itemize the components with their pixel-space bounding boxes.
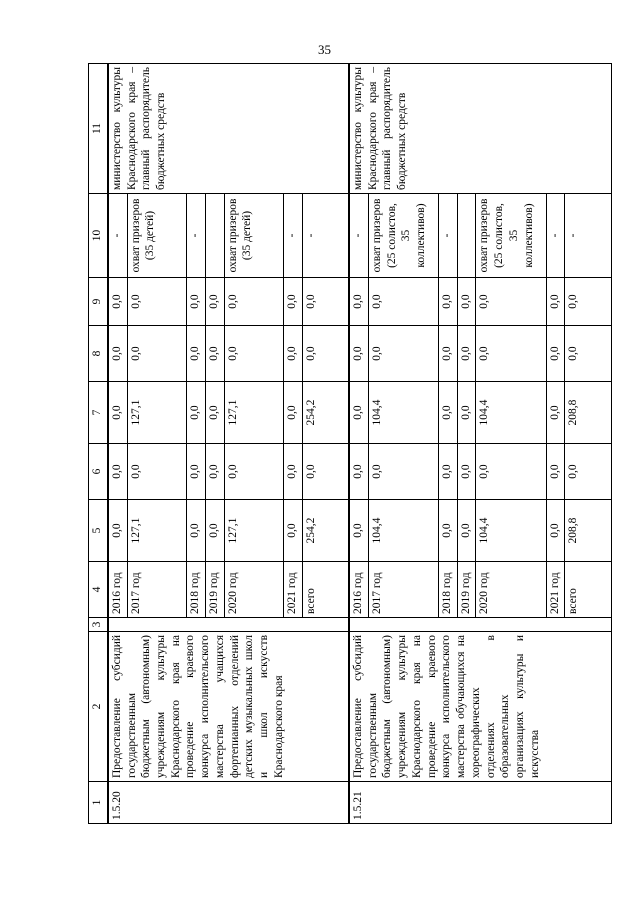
local-cell: 0,0	[284, 326, 303, 382]
table-row	[349, 64, 368, 824]
result-cell: -	[349, 194, 368, 278]
total-cell: 127,1	[224, 500, 283, 562]
other-cell: 0,0	[187, 278, 206, 326]
col-num: 6	[89, 444, 108, 500]
regional-cell: 104,4	[476, 382, 546, 444]
local-cell: 0,0	[224, 326, 283, 382]
result-cell: -	[565, 194, 612, 278]
col-num: 1	[89, 782, 108, 824]
col-num: 11	[89, 64, 108, 194]
year-cell: всего	[302, 562, 349, 618]
result-cell: -	[438, 194, 457, 278]
result-cell: -	[284, 194, 303, 278]
other-cell: 0,0	[284, 278, 303, 326]
result-cell: охват призеров (25 солистов, 35 коллективов)	[368, 194, 438, 278]
other-cell: 0,0	[108, 278, 127, 326]
federal-cell: 0,0	[438, 444, 457, 500]
other-cell: 0,0	[457, 278, 476, 326]
federal-cell: 0,0	[284, 444, 303, 500]
total-cell: 0,0	[108, 500, 127, 562]
col-num: 3	[89, 618, 108, 632]
section-block	[108, 64, 349, 824]
total-cell: 104,4	[368, 500, 438, 562]
total-cell: 0,0	[438, 500, 457, 562]
federal-cell: 0,0	[546, 444, 565, 500]
year-cell: 2018 год	[187, 562, 206, 618]
local-cell: 0,0	[302, 326, 349, 382]
regional-cell: 127,1	[224, 382, 283, 444]
other-cell: 0,0	[302, 278, 349, 326]
federal-cell: 0,0	[476, 444, 546, 500]
other-cell: 0,0	[565, 278, 612, 326]
regional-cell: 0,0	[349, 382, 368, 444]
empty-cell	[349, 618, 611, 632]
local-cell: 0,0	[205, 326, 224, 382]
year-cell: 2017 год	[368, 562, 438, 618]
local-cell: 0,0	[127, 326, 186, 382]
year-cell: всего	[565, 562, 612, 618]
local-cell: 0,0	[187, 326, 206, 382]
local-cell: 0,0	[368, 326, 438, 382]
other-cell: 0,0	[438, 278, 457, 326]
regional-cell: 0,0	[546, 382, 565, 444]
local-cell: 0,0	[349, 326, 368, 382]
total-cell: 0,0	[349, 500, 368, 562]
local-cell: 0,0	[457, 326, 476, 382]
result-cell: охват призеров (25 солистов, 35 коллективов)	[476, 194, 546, 278]
federal-cell: 0,0	[302, 444, 349, 500]
year-cell: 2016 год	[108, 562, 127, 618]
col-num: 4	[89, 562, 108, 618]
result-cell	[205, 194, 224, 278]
other-cell: 0,0	[546, 278, 565, 326]
other-cell: 0,0	[224, 278, 283, 326]
regional-cell: 0,0	[438, 382, 457, 444]
col-num: 2	[89, 632, 108, 782]
table-row	[108, 64, 127, 824]
col-num: 9	[89, 278, 108, 326]
section-block	[349, 64, 611, 824]
responsible-cell: министерство культуры Краснодарского края – главный распорядитель бюджетных средств	[349, 64, 611, 194]
year-cell: 2017 год	[127, 562, 186, 618]
result-cell: -	[302, 194, 349, 278]
total-cell: 0,0	[546, 500, 565, 562]
result-cell: -	[546, 194, 565, 278]
program-table	[88, 63, 612, 824]
federal-cell: 0,0	[457, 444, 476, 500]
local-cell: 0,0	[438, 326, 457, 382]
total-cell: 0,0	[457, 500, 476, 562]
federal-cell: 0,0	[187, 444, 206, 500]
regional-cell: 104,4	[368, 382, 438, 444]
year-cell: 2020 год	[476, 562, 546, 618]
regional-cell: 0,0	[284, 382, 303, 444]
federal-cell: 0,0	[224, 444, 283, 500]
other-cell: 0,0	[368, 278, 438, 326]
other-cell: 0,0	[205, 278, 224, 326]
responsible-cell: министерство культуры Краснодарского края – главный распорядитель бюджетных средств	[108, 64, 349, 194]
total-cell: 0,0	[205, 500, 224, 562]
result-cell	[457, 194, 476, 278]
year-cell: 2019 год	[205, 562, 224, 618]
year-cell: 2020 год	[224, 562, 283, 618]
regional-cell: 127,1	[127, 382, 186, 444]
regional-cell: 0,0	[108, 382, 127, 444]
regional-cell: 0,0	[187, 382, 206, 444]
total-cell: 208,8	[565, 500, 612, 562]
total-cell: 0,0	[187, 500, 206, 562]
local-cell: 0,0	[565, 326, 612, 382]
federal-cell: 0,0	[368, 444, 438, 500]
other-cell: 0,0	[127, 278, 186, 326]
section-number: 1.5.21	[349, 782, 611, 824]
column-numbers-row	[89, 64, 108, 824]
other-cell: 0,0	[349, 278, 368, 326]
col-num: 10	[89, 194, 108, 278]
page-number: 35	[318, 42, 331, 57]
col-num: 5	[89, 500, 108, 562]
total-cell: 127,1	[127, 500, 186, 562]
year-cell: 2016 год	[349, 562, 368, 618]
regional-cell: 0,0	[457, 382, 476, 444]
result-cell: охват призеров (35 детей)	[224, 194, 283, 278]
regional-cell: 254,2	[302, 382, 349, 444]
result-cell: -	[187, 194, 206, 278]
local-cell: 0,0	[546, 326, 565, 382]
year-cell: 2018 год	[438, 562, 457, 618]
year-cell: 2021 год	[546, 562, 565, 618]
other-cell: 0,0	[476, 278, 546, 326]
total-cell: 0,0	[284, 500, 303, 562]
total-cell: 104,4	[476, 500, 546, 562]
rotated-table-container	[88, 64, 612, 824]
empty-cell	[108, 618, 349, 632]
regional-cell: 0,0	[205, 382, 224, 444]
year-cell: 2019 год	[457, 562, 476, 618]
section-description: Предоставление субсидий государственным бюджетным (автономным) учреждениям культуры Краснодарского края на проведение краевого конкурса исполнительского мастерства обучающихся на хореографических отделениях в образовательных организациях культуры и искусства	[349, 632, 611, 782]
result-cell: охват призеров (35 детей)	[127, 194, 186, 278]
federal-cell: 0,0	[349, 444, 368, 500]
local-cell: 0,0	[108, 326, 127, 382]
total-cell: 254,2	[302, 500, 349, 562]
federal-cell: 0,0	[205, 444, 224, 500]
federal-cell: 0,0	[565, 444, 612, 500]
result-cell: -	[108, 194, 127, 278]
section-number: 1.5.20	[108, 782, 349, 824]
section-description: Предоставление субсидий государственным бюджетным (автономным) учреждениям культуры Краснодарского края на проведение краевого конкурса исполнительского мастерства учащихся фортепианных отделений детских музыкальных школ и школ искусств Краснодарского края	[108, 632, 349, 782]
federal-cell: 0,0	[108, 444, 127, 500]
year-cell: 2021 год	[284, 562, 303, 618]
regional-cell: 208,8	[565, 382, 612, 444]
col-num: 7	[89, 382, 108, 444]
col-num: 8	[89, 326, 108, 382]
federal-cell: 0,0	[127, 444, 186, 500]
local-cell: 0,0	[476, 326, 546, 382]
